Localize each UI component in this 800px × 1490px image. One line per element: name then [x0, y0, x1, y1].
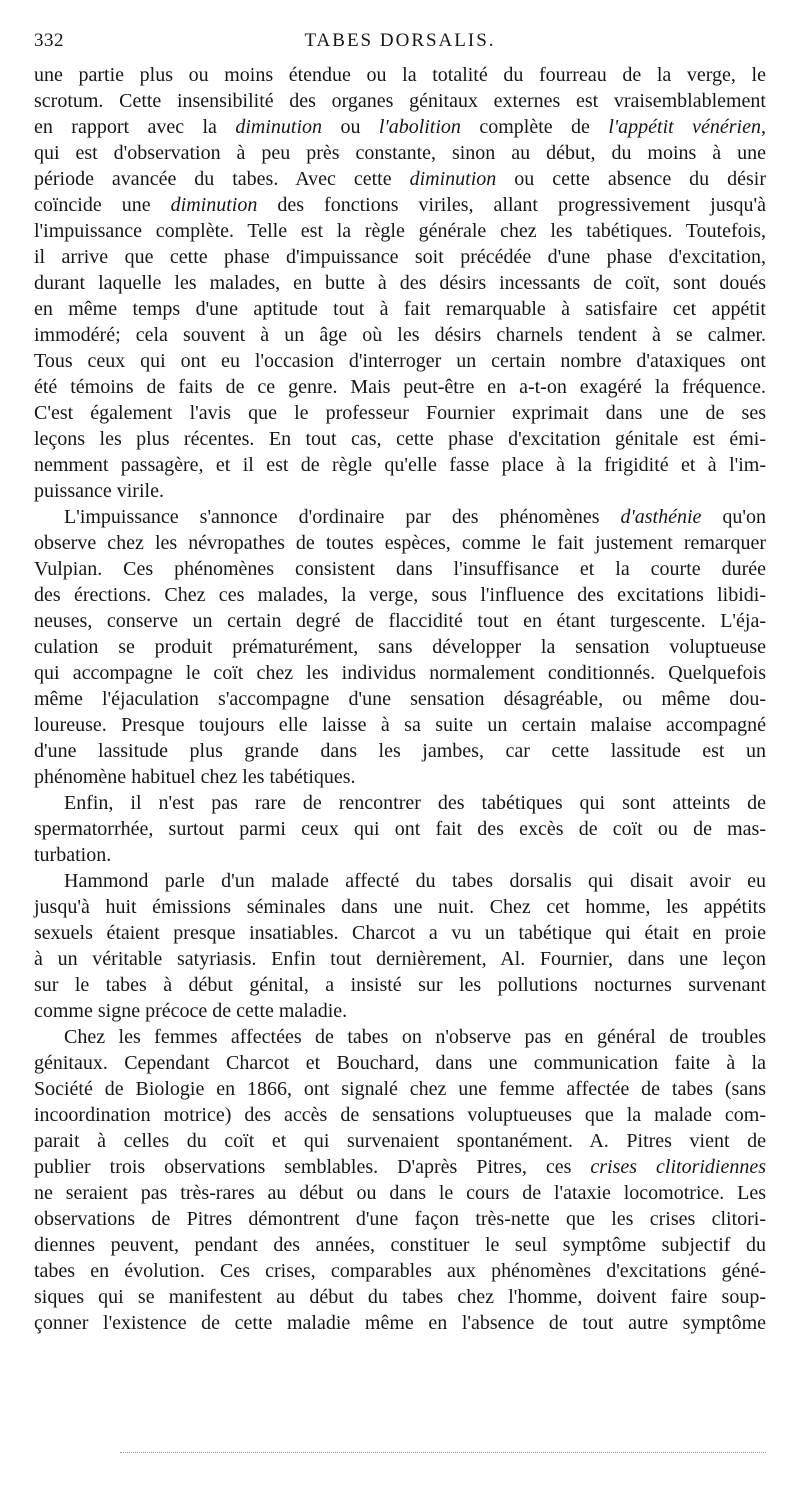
- text-line: phénomène habituel chez les tabétiques.: [34, 766, 356, 788]
- text-line: observe chez les névropathes de toutes espèces, comme le fait justement remarquer: [34, 532, 766, 554]
- text-line: durant laquelle les malades, en butte à des désirs incessants de coït, sont doués: [34, 272, 766, 294]
- italic-term: diminution: [170, 194, 258, 216]
- text-line: sur le tabes à début génital, a insisté sur les pollutions nocturnes survenant: [34, 974, 766, 996]
- text-line: puissance virile.: [34, 480, 164, 502]
- italic-term: diminution: [235, 116, 323, 138]
- text-line: diennes peuvent, pendant des années, constituer le seul symptôme subjectif du: [34, 1234, 766, 1256]
- text-line: C'est également l'avis que le professeur Fournier exprimait dans une de ses: [34, 402, 766, 424]
- paragraph: [34, 868, 766, 1024]
- text-line: leçons les plus récentes. En tout cas, cette phase d'excitation génitale est émi-: [34, 428, 766, 450]
- text-line: tabes en évolution. Ces crises, comparables aux phénomènes d'excitations géné-: [34, 1260, 766, 1282]
- text-line: même l'éjaculation s'accompagne d'une sensation désagréable, ou même dou-: [34, 688, 766, 710]
- text-line: en même temps d'une aptitude tout à fait remarquable à satisfaire cet appétit: [34, 298, 766, 320]
- text-line: neuses, conserve un certain degré de flaccidité tout en étant turgescente. L'éja-: [34, 610, 766, 632]
- text-line: Vulpian. Ces phénomènes consistent dans l'insuffisance et la courte durée: [34, 558, 766, 580]
- text-line: loureuse. Presque toujours elle laisse à sa suite un certain malaise accompagné: [34, 714, 766, 736]
- text-line: incoordination motrice) des accès de sensations voluptueuses que la malade com-: [34, 1104, 766, 1126]
- text-line: qui accompagne le coït chez les individus normalement conditionnés. Quelquefois: [34, 662, 766, 684]
- text-line: Enfin, il n'est pas rare de rencontrer des tabétiques qui sont atteints de: [64, 792, 766, 814]
- text-line: à un véritable satyriasis. Enfin tout dernièrement, Al. Fournier, dans une leçon: [34, 948, 766, 970]
- paragraph: [34, 790, 766, 868]
- text-line: turbation.: [34, 844, 112, 866]
- italic-term: crises clitoridiennes: [590, 1156, 766, 1178]
- text-line: çonner l'existence de cette maladie même en l'absence de tout autre symptôme: [34, 1312, 766, 1334]
- italic-term: l'appétit vénérien: [608, 116, 761, 138]
- text-line: qui est d'observation à peu près constante, sinon au début, du moins à une: [34, 142, 766, 164]
- text-line: d'une lassitude plus grande dans les jambes, car cette lassitude est un: [34, 740, 766, 762]
- italic-term: l'abolition: [378, 116, 461, 138]
- text-line: siques qui se manifestent au début du tabes chez l'homme, doivent faire soup-: [34, 1286, 766, 1308]
- text-line: ne seraient pas très-rares au début ou dans le cours de l'ataxie locomotrice. Les: [34, 1182, 766, 1204]
- italic-term: diminution: [409, 168, 497, 190]
- text-line: comme signe précoce de cette maladie.: [34, 1000, 348, 1022]
- text-line: nemment passagère, et il est de règle qu'elle fasse place à la frigidité et à l'im-: [34, 454, 766, 476]
- text-line: Société de Biologie en 1866, ont signalé chez une femme affectée de tabes (sans: [34, 1078, 766, 1100]
- text-line: période avancée du tabes. Avec cette diminution ou cette absence du désir: [34, 168, 766, 190]
- running-head: [34, 30, 766, 56]
- text-line: Tous ceux qui ont eu l'occasion d'interroger un certain nombre d'ataxiques ont: [34, 350, 766, 372]
- text-line: observations de Pitres démontrent d'une façon très-nette que les crises clitori-: [34, 1208, 766, 1230]
- text-line: l'impuissance complète. Telle est la règle générale chez les tabétiques. Toutefois,: [34, 220, 766, 242]
- text-line: une partie plus ou moins étendue ou la totalité du fourreau de la verge, le: [34, 64, 766, 86]
- text-line: culation se produit prématurément, sans développer la sensation voluptueuse: [34, 636, 766, 658]
- text-line: des érections. Chez ces malades, la verge, sous l'influence des excitations libidi-: [34, 584, 766, 606]
- text-line: Chez les femmes affectées de tabes on n'observe pas en général de troubles: [64, 1026, 766, 1048]
- text-line: L'impuissance s'annonce d'ordinaire par des phénomènes d'asthénie qu'on: [64, 506, 766, 528]
- text-line: il arrive que cette phase d'impuissance soit précédée d'une phase d'excitation,: [34, 246, 766, 268]
- text-line: parait à celles du coït et qui survenaient spontanément. A. Pitres vient de: [34, 1130, 766, 1152]
- text-line: jusqu'à huit émissions séminales dans une nuit. Chez cet homme, les appétits: [34, 896, 766, 918]
- text-line: Hammond parle d'un malade affecté du tabes dorsalis qui disait avoir eu: [64, 870, 766, 892]
- text-line: publier trois observations semblables. D'après Pitres, ces crises clitoridiennes: [34, 1156, 766, 1178]
- paragraph: [34, 504, 766, 790]
- page-number: 332: [34, 30, 64, 51]
- text-line: sexuels étaient presque insatiables. Charcot a vu un tabétique qui était en proie: [34, 922, 766, 944]
- paragraph: [34, 1024, 766, 1336]
- text-line: coïncide une diminution des fonctions viriles, allant progressivement jusqu'à: [34, 194, 766, 216]
- bottom-rule: [120, 1452, 766, 1453]
- text-line: scrotum. Cette insensibilité des organes génitaux externes est vraisemblablement: [34, 90, 766, 112]
- italic-term: d'asthénie: [620, 506, 702, 528]
- text-line: immodéré; cela souvent à un âge où les désirs charnels tendent à se calmer.: [34, 324, 766, 346]
- text-line: en rapport avec la diminution ou l'abolition complète de l'appétit vénérien,: [34, 116, 766, 138]
- running-title: TABES DORSALIS.: [304, 30, 496, 51]
- text-line: été témoins de faits de ce genre. Mais peut-être en a-t-on exagéré la fréquence.: [34, 376, 766, 398]
- paragraph: [34, 62, 766, 504]
- body-text: [34, 62, 766, 1336]
- text-line: génitaux. Cependant Charcot et Bouchard, dans une communication faite à la: [34, 1052, 766, 1074]
- text-line: spermatorrhée, surtout parmi ceux qui ont fait des excès de coït ou de mas-: [34, 818, 766, 840]
